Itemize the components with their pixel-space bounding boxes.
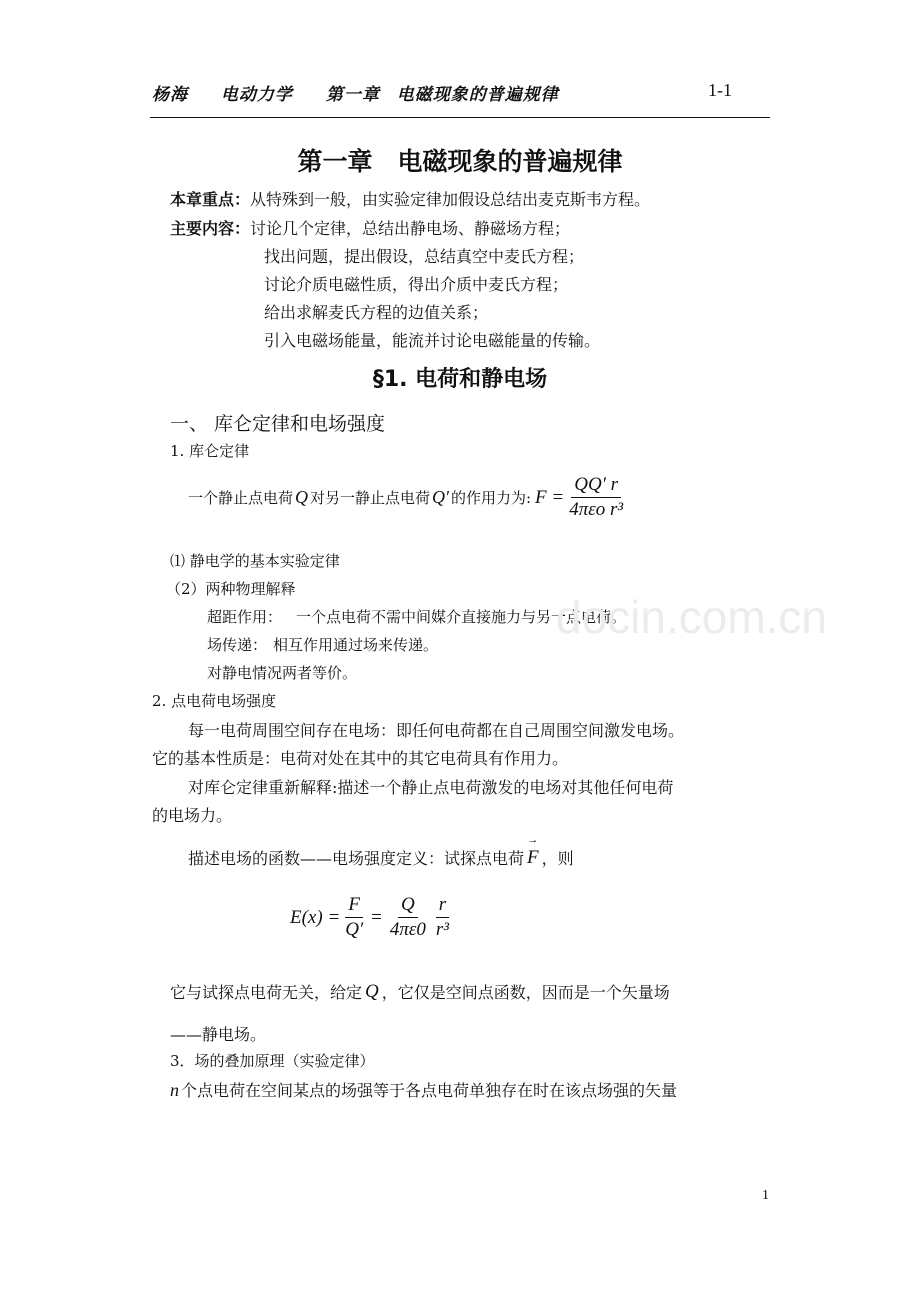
header-author: 杨海 xyxy=(152,85,188,105)
chapter-title: 第一章 电磁现象的普遍规律 xyxy=(297,147,623,176)
main-item-2: 讨论介质电磁性质，得出介质中麦氏方程； xyxy=(264,275,569,294)
field-eq-f-num: F xyxy=(345,894,363,918)
main-label: 主要内容： xyxy=(170,219,251,238)
header-chapter-title: 电磁现象的普遍规律 xyxy=(396,85,559,105)
main-item-0: 讨论几个定律，总结出静电场、静磁场方程； xyxy=(250,219,571,238)
field-after-line2: ——静电场。 xyxy=(170,1025,267,1044)
superposition-text xyxy=(170,1078,677,1101)
field-para1-line2: 它的基本性质是：电荷对处在其中的其它电荷具有作用力。 xyxy=(152,749,569,768)
field-para2-line1: 对库仑定律重新解释:描述一个静止点电荷激发的电场对其他任何电荷 xyxy=(188,778,674,797)
main-content xyxy=(170,216,570,239)
focus-label: 本章重点： xyxy=(170,190,251,209)
field-eq-fraction-charge xyxy=(387,894,429,941)
section-title: §1. 电荷和静电场 xyxy=(372,367,548,392)
coulomb-text-c: 的作用力为: xyxy=(450,489,532,507)
note-sub2-text: 相互作用通过场来传递。 xyxy=(273,636,439,654)
symbol-q-after: Q xyxy=(365,980,379,1002)
page-number: 1 xyxy=(762,1188,769,1203)
symbol-q: Q xyxy=(295,487,309,507)
watermark: docin.com.cn xyxy=(556,591,828,643)
field-after-b: ，它仅是空间点函数，因而是一个矢量场 xyxy=(381,983,670,1002)
field-eq-q-den: 4πε0 xyxy=(389,919,426,940)
field-definition xyxy=(188,846,574,869)
chapter-focus xyxy=(170,187,650,210)
symbol-n: n xyxy=(170,1080,179,1100)
coulomb-numerator: QQ′ r xyxy=(571,474,621,498)
symbol-f: → F xyxy=(527,847,539,869)
note-sub1-text: 一个点电荷不需中间媒介直接施力与另一点电荷。 xyxy=(296,608,627,626)
field-equation: E(x) = $\frac{F}{Q'}$ = $\frac{Q}{4\pi\varepsilon 0}$ $\frac{r}{\text{r³}}$ xyxy=(290,894,454,941)
field-eq-q-num: Q xyxy=(398,894,418,918)
note-field-transfer xyxy=(207,634,438,655)
superposition-body: 个点电荷在空间某点的场强等于各点电荷单独存在时在该点场强的矢量 xyxy=(181,1081,678,1100)
field-eq-fraction-r xyxy=(433,894,452,941)
field-eq-fraction-force xyxy=(342,894,366,941)
note-item-2: （2）两种物理解释 xyxy=(166,580,296,598)
main-item-4: 引入电磁场能量，能流并讨论电磁能量的传输。 xyxy=(264,331,601,350)
symbol-q-prime: Q′ xyxy=(432,487,449,507)
main-item-1: 找出问题，提出假设，总结真空中麦氏方程； xyxy=(264,247,585,266)
coulomb-denominator: 4πεo r³ xyxy=(569,499,624,520)
field-def-text: 描述电场的函数——电场强度定义：试探点电荷 xyxy=(188,849,525,868)
header-rule xyxy=(150,117,770,118)
field-eq-r-den: r³ xyxy=(435,919,449,940)
header-course: 电动力学 xyxy=(220,85,293,105)
note-item-1: ⑴ 静电学的基本实验定律 xyxy=(170,552,340,570)
note-sub2-label: 场传递： xyxy=(207,636,268,654)
field-def-tail: ，则 xyxy=(541,849,574,868)
coulomb-formula-fraction xyxy=(566,474,626,521)
field-heading: 2. 点电荷电场强度 xyxy=(152,692,277,710)
field-para1-line1: 每一电荷周围空间存在电场：即任何电荷都在自己周围空间激发电场。 xyxy=(188,721,685,740)
header-page-code: 1-1 xyxy=(708,80,732,100)
subsection-title: 一、 库仑定律和电场强度 xyxy=(170,413,386,435)
focus-text: 从特殊到一般，由实验定律加假设总结出麦克斯韦方程。 xyxy=(250,190,651,209)
running-header xyxy=(152,80,585,105)
coulomb-sentence xyxy=(188,474,628,521)
field-after-a: 它与试探点电荷无关，给定 xyxy=(170,983,363,1002)
field-para2-line2: 的电场力。 xyxy=(152,806,233,825)
field-eq-lhs: E(x) = xyxy=(290,906,341,928)
superposition-heading: 3．场的叠加原理（实验定律） xyxy=(170,1052,375,1070)
field-eq-r-num: r xyxy=(436,894,449,918)
coulomb-formula-lhs: F = xyxy=(535,486,565,508)
header-chapter: 第一章 xyxy=(325,85,380,105)
note-equivalence: 对静电情况两者等价。 xyxy=(207,664,358,682)
field-after xyxy=(170,980,670,1003)
coulomb-text-a: 一个静止点电荷 xyxy=(188,489,294,507)
main-item-3: 给出求解麦氏方程的边值关系； xyxy=(264,303,489,322)
coulomb-heading: 1. 库仑定律 xyxy=(170,442,250,460)
coulomb-text-b: 对另一静止点电荷 xyxy=(310,489,431,507)
field-eq-f-den: Q′ xyxy=(345,919,364,940)
note-sub1-label: 超距作用： xyxy=(207,608,283,626)
